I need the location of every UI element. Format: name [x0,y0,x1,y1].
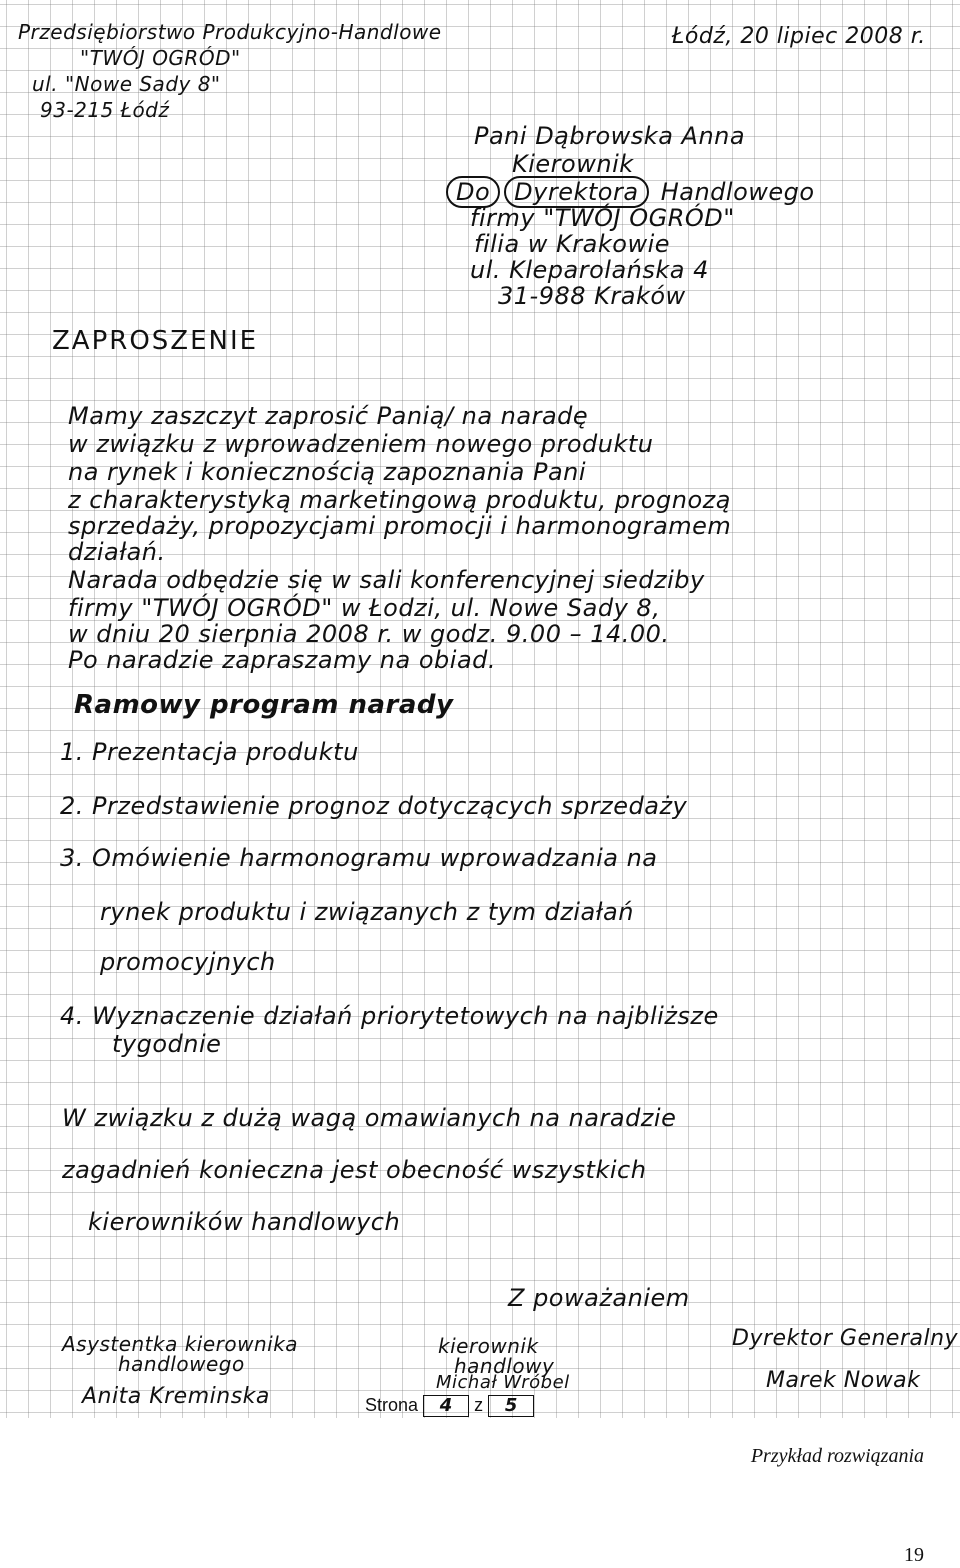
z-label: z [474,1395,484,1415]
recipient-line7: 31-988 Kraków [498,282,686,310]
p3-line3: kierowników handlowych [88,1208,401,1236]
recipient-line2: Kierownik [512,150,634,178]
place-date: Łódź, 20 lipiec 2008 r. [672,24,926,49]
circled-word-do: Do [446,176,500,208]
p1-line1: Mamy zaszczyt zaprosić Panią/ na naradę [68,402,589,430]
recipient-line4: firmy "TWÓJ OGRÓD" [470,204,735,232]
p2-line4: Po naradzie zapraszamy na obiad. [68,646,497,674]
sig-left-name: Anita Kreminska [82,1384,270,1409]
program-item-3-cont2: promocyjnych [100,948,276,976]
sender-name: "TWÓJ OGRÓD" [80,46,241,70]
sig-left-title-2: handlowego [118,1352,245,1376]
page-counter [365,1395,534,1417]
recipient-line5: filia w Krakowie [474,230,671,258]
program-title: Ramowy program narady [74,690,454,720]
sig-mid-title-1: kierownik [438,1334,539,1358]
p1-line2: w związku z wprowadzeniem nowego produktu [68,430,654,458]
p1-line4: z charakterystyką marketingową produktu, prognozą [68,486,731,514]
program-item-1: 1. Prezentacja produktu [60,738,359,766]
p2-line2: firmy "TWÓJ OGRÓD" w Łodzi, ul. Nowe Sady 8, [68,594,661,622]
example-caption: Przykład rozwiązania [750,1445,924,1467]
program-item-2: 2. Przedstawienie prognoz dotyczących sprzedaży [60,792,688,820]
program-item-3-cont1: rynek produktu i związanych z tym działań [100,898,634,926]
recipient-line1: Pani Dąbrowska Anna [474,122,746,150]
circled-word-dyrektora: Dyrektora [504,176,648,208]
sig-mid-title-2: handlowy [454,1354,555,1378]
strona-label: Strona [365,1395,419,1415]
sig-left-title-1: Asystentka kierownika [62,1332,299,1356]
p2-line1: Narada odbędzie się w sali konferencyjnej siedziby [68,566,705,594]
page-current-box: 4 [423,1395,469,1417]
p1-line6: działań. [68,538,166,566]
recipient-line3-rest: Handlowego [660,178,815,206]
sig-mid-name: Michał Wróbel [436,1372,570,1393]
p2-line3: w dniu 20 sierpnia 2008 r. w godz. 9.00 – 14.00. [68,620,670,648]
sender-street: ul. "Nowe Sady 8" [32,72,221,96]
recipient-line6: ul. Kleparolańska 4 [470,256,709,284]
program-item-4-cont: tygodnie [112,1030,222,1058]
p3-line1: W związku z dużą wagą omawianych na naradzie [62,1104,677,1132]
program-item-3: 3. Omówienie harmonogramu wprowadzania na [60,844,658,872]
sender-company: Przedsiębiorstwo Produkcyjno-Handlowe [18,20,442,44]
p1-line5: sprzedaży, propozycjami promocji i harmonogramem [68,512,732,540]
p3-line2: zagadnień konieczna jest obecność wszystkich [62,1156,647,1184]
page-total-box: 5 [488,1395,534,1417]
sender-city: 93-215 Łódź [40,98,170,122]
page-number: 19 [904,1544,924,1566]
program-item-4: 4. Wyznaczenie działań priorytetowych na najbliższe [60,1002,719,1030]
sig-right-title: Dyrektor Generalny [732,1326,959,1351]
document-title: ZAPROSZENIE [52,326,259,356]
closing: Z poważaniem [508,1284,690,1312]
sig-right-name: Marek Nowak [766,1368,921,1393]
p1-line3: na rynek i koniecznością zapoznania Pani [68,458,587,486]
